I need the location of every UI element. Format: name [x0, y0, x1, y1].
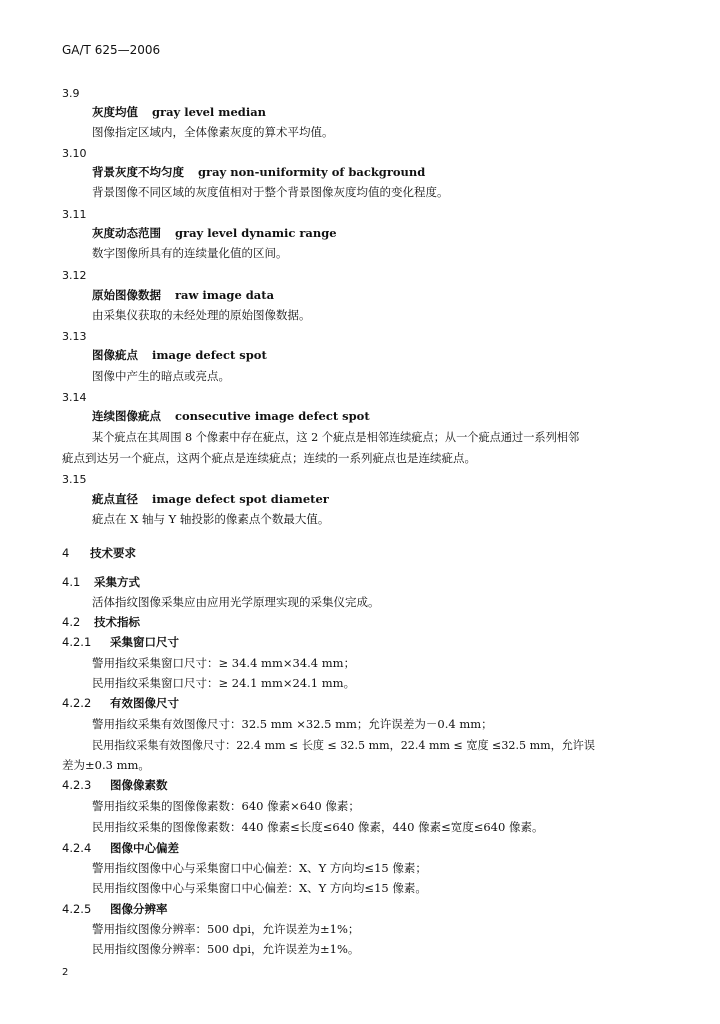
definition-text: 图像中产生的暗点或亮点。: [92, 369, 230, 383]
clause-title: 技术指标: [94, 615, 140, 629]
clause-title: 采集方式: [94, 575, 140, 589]
term-en: gray level dynamic range: [175, 226, 337, 240]
clause-title: 图像像素数: [110, 778, 168, 792]
section-title: 技术要求: [90, 546, 136, 560]
clause-text: 警用指纹采集的图像像素数：640 像素×640 像素；: [92, 799, 360, 813]
clause-text: 民用指纹采集有效图像尺寸：22.4 mm ≤ 长度 ≤ 32.5 mm，22.4 mm ≤ 宽度 ≤32.5 mm，允许误: [92, 739, 595, 752]
clause-number: 4.2.5: [62, 902, 92, 916]
clause-number: 4.2: [62, 615, 81, 629]
term-heading: [92, 411, 370, 423]
clause-heading: [62, 617, 140, 629]
term-en: image defect spot: [152, 348, 267, 362]
clause-number: 3.9: [62, 87, 80, 100]
clause-heading: [62, 843, 179, 855]
term-zh: 灰度动态范围: [92, 226, 161, 240]
clause-title: 采集窗口尺寸: [110, 635, 179, 649]
term-en: consecutive image defect spot: [175, 409, 370, 423]
term-zh: 背景灰度不均匀度: [92, 165, 184, 179]
definition-text: 背景图像不同区域的灰度值相对于整个背景图像灰度均值的变化程度。: [92, 185, 449, 199]
clause-text: 民用指纹图像中心与采集窗口中心偏差：X、Y 方向均≤15 像素。: [92, 881, 427, 895]
term-zh: 连续图像疵点: [92, 409, 161, 423]
term-en: image defect spot diameter: [152, 492, 329, 506]
clause-number: 4.2.4: [62, 841, 92, 855]
clause-number: 3.11: [62, 208, 87, 221]
section-number: 4: [62, 546, 70, 560]
section-heading: [62, 548, 136, 560]
term-zh: 疵点直径: [92, 492, 138, 506]
clause-title: 图像中心偏差: [110, 841, 179, 855]
clause-heading: [62, 698, 179, 710]
clause-text: 民用指纹采集窗口尺寸：≥ 24.1 mm×24.1 mm。: [92, 676, 356, 690]
term-en: gray non-uniformity of background: [198, 165, 426, 179]
definition-text: 由采集仪获取的未经处理的原始图像数据。: [92, 308, 311, 322]
clause-text: 活体指纹图像采集应由应用光学原理实现的采集仪完成。: [92, 595, 380, 609]
term-en: gray level median: [152, 105, 267, 119]
term-zh: 灰度均值: [92, 105, 138, 119]
clause-number: 3.14: [62, 391, 87, 404]
standard-id: GA/T 625—2006: [62, 43, 161, 57]
term-heading: [92, 107, 266, 119]
clause-number: 3.12: [62, 269, 87, 282]
clause-text: 民用指纹图像分辨率：500 dpi，允许误差为±1%。: [92, 942, 360, 956]
definition-text: 疵点到达另一个疵点，这两个疵点是连续疵点；连续的一系列疵点也是连续疵点。: [62, 451, 476, 465]
clause-number: 4.2.3: [62, 778, 92, 792]
clause-title: 图像分辨率: [110, 902, 168, 916]
clause-heading: [62, 637, 179, 649]
page-number: 2: [62, 967, 69, 978]
clause-number: 3.15: [62, 473, 87, 486]
term-zh: 原始图像数据: [92, 288, 161, 302]
clause-text: 警用指纹图像中心与采集窗口中心偏差：X、Y 方向均≤15 像素；: [92, 861, 427, 875]
definition-text: 图像指定区域内，全体像素灰度的算术平均值。: [92, 125, 334, 139]
term-heading: [92, 228, 337, 240]
term-heading: [92, 167, 425, 179]
clause-number: 4.2.1: [62, 635, 92, 649]
definition-text: 疵点在 X 轴与 Y 轴投影的像素点个数最大值。: [92, 512, 330, 526]
clause-number: 4.2.2: [62, 696, 92, 710]
clause-number: 4.1: [62, 575, 81, 589]
term-zh: 图像疵点: [92, 348, 138, 362]
clause-text: 警用指纹采集窗口尺寸：≥ 34.4 mm×34.4 mm；: [92, 656, 356, 670]
clause-text: 警用指纹采集有效图像尺寸：32.5 mm ×32.5 mm；允许误差为－0.4 mm；: [92, 717, 493, 731]
clause-title: 有效图像尺寸: [110, 696, 179, 710]
definition-text: 某个疵点在其周围 8 个像素中存在疵点，这 2 个疵点是相邻连续疵点；从一个疵点通过一系列相邻: [92, 431, 580, 444]
term-heading: [92, 290, 274, 302]
clause-number: 3.13: [62, 330, 87, 343]
definition-text: 数字图像所具有的连续量化值的区间。: [92, 246, 288, 260]
clause-text: 警用指纹图像分辨率：500 dpi，允许误差为±1%；: [92, 922, 360, 936]
clause-text: 差为±0.3 mm。: [62, 758, 150, 772]
clause-number: 3.10: [62, 147, 87, 160]
clause-heading: [62, 780, 168, 792]
term-heading: [92, 350, 267, 362]
clause-heading: [62, 904, 168, 916]
term-en: raw image data: [175, 288, 275, 302]
clause-text: 民用指纹采集的图像像素数：440 像素≤长度≤640 像素，440 像素≤宽度≤640 像素。: [92, 820, 544, 834]
term-heading: [92, 494, 329, 506]
clause-heading: [62, 577, 140, 589]
